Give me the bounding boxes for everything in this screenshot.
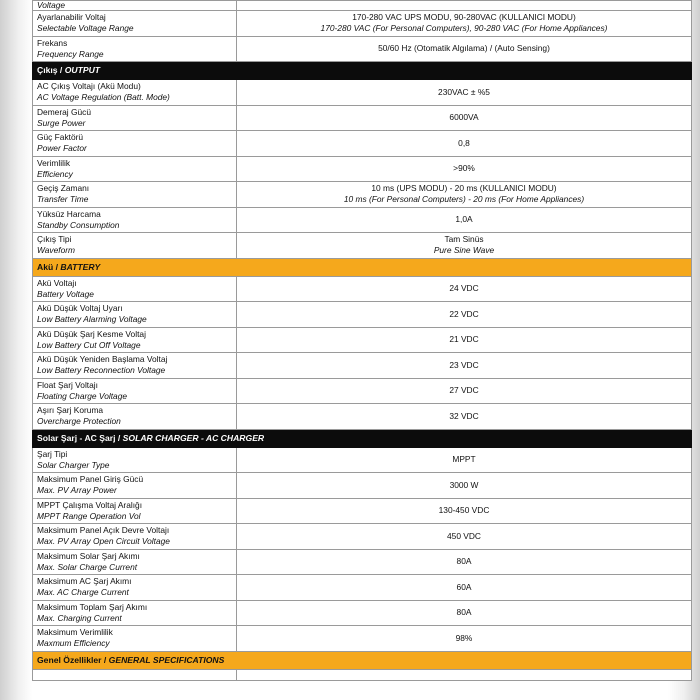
spec-value-tr: >90%: [453, 163, 475, 174]
spec-label-tr: Maksimum Verimlilik: [37, 627, 113, 638]
spec-row: [33, 575, 692, 601]
section-header: [33, 429, 692, 447]
spec-label-en: Selectable Voltage Range: [37, 23, 134, 34]
spec-value-tr: 21 VDC: [449, 334, 479, 345]
spec-value-tr: 23 VDC: [449, 359, 479, 370]
spec-label: [33, 498, 237, 524]
spec-label-en: Solar Charger Type: [37, 459, 110, 470]
spec-label-tr: Çıkış Tipi: [37, 234, 72, 245]
spec-value-tr: 230VAC ± %5: [438, 86, 490, 97]
spec-label-tr: Maksimum AC Şarj Akımı: [37, 576, 132, 587]
spec-value-en: 10 ms (For Personal Computers) - 20 ms (For Home Appliances): [343, 194, 585, 205]
spec-value: [237, 11, 692, 37]
spec-label: [33, 156, 237, 182]
spec-label-tr: Akü Düşük Voltaj Uyarı: [37, 303, 123, 314]
specifications-table: [32, 0, 692, 681]
spec-label: [33, 669, 237, 680]
spec-label-en: Max. Charging Current: [37, 612, 122, 623]
spec-row: [33, 600, 692, 626]
section-title-en: SOLAR CHARGER - AC CHARGER: [122, 432, 265, 443]
spec-row: [33, 302, 692, 328]
spec-value-tr: 10 ms (UPS MODU) - 20 ms (KULLANICI MODU): [371, 183, 557, 194]
spec-label: [33, 105, 237, 131]
spec-label: [33, 524, 237, 550]
spec-label-en: AC Voltage Regulation (Batt. Mode): [37, 92, 170, 103]
spec-value: [237, 353, 692, 379]
spec-label: [33, 302, 237, 328]
spec-label-en: Frequency Range: [37, 48, 104, 59]
spec-value: [237, 378, 692, 404]
spec-value-tr: 170-280 VAC UPS MODU, 90-280VAC (KULLANICI MODU): [352, 12, 576, 23]
section-header: [33, 258, 692, 276]
spec-label: [33, 233, 237, 259]
spec-value: [237, 669, 692, 680]
spec-label-en: Max. PV Array Open Circuit Voltage: [37, 536, 170, 547]
spec-label: [33, 447, 237, 473]
spec-label-tr: Float Şarj Voltajı: [37, 379, 98, 390]
spec-value-tr: 98%: [455, 632, 473, 643]
spec-value-en: Pure Sine Wave: [433, 245, 495, 256]
section-title: [33, 651, 692, 669]
spec-value: [237, 327, 692, 353]
spec-value: [237, 80, 692, 106]
spec-label-en: Voltage: [37, 0, 66, 10]
section-title: [33, 62, 692, 80]
spec-label: [33, 626, 237, 652]
spec-value: [237, 524, 692, 550]
spec-value-tr: 0,8: [458, 137, 470, 148]
spec-label: [33, 378, 237, 404]
spec-label-en: Efficiency: [37, 168, 73, 179]
spec-row: [33, 626, 692, 652]
section-title-en: BATTERY: [60, 261, 101, 272]
spec-label-en: Low Battery Reconnection Voltage: [37, 365, 166, 376]
spec-label-tr: Demeraj Gücü: [37, 106, 91, 117]
spec-label-en: Maxmum Efficiency: [37, 638, 110, 649]
spec-value-tr: 32 VDC: [449, 410, 479, 421]
section-title-en: GENERAL SPECIFICATIONS: [108, 654, 225, 665]
spec-label-tr: Frekans: [37, 37, 68, 48]
spec-label-en: Max. PV Array Power: [37, 485, 117, 496]
spec-label-tr: Ayarlanabilir Voltaj: [37, 12, 106, 23]
spec-row: [33, 36, 692, 62]
spec-row: [33, 131, 692, 157]
spec-label: [33, 575, 237, 601]
section-title: [33, 258, 692, 276]
spec-row: [33, 404, 692, 430]
spec-value: [237, 600, 692, 626]
spec-value-tr: 6000VA: [449, 112, 479, 123]
spec-row: [33, 182, 692, 208]
spec-label-en: Low Battery Alarming Voltage: [37, 314, 147, 325]
spec-value: [237, 549, 692, 575]
spec-row: [33, 447, 692, 473]
spec-row: [33, 80, 692, 106]
spec-label-tr: Verimlilik: [37, 157, 71, 168]
spec-value: [237, 36, 692, 62]
section-title-en: OUTPUT: [64, 65, 101, 75]
spec-label: [33, 600, 237, 626]
spec-value-tr: 80A: [456, 556, 472, 567]
spec-label: [33, 36, 237, 62]
spec-label: [33, 207, 237, 233]
spec-value-tr: 450 VDC: [447, 530, 481, 541]
section-header: [33, 62, 692, 80]
spec-label-tr: Akü Voltajı: [37, 277, 77, 288]
spec-value-en: 170-280 VAC (For Personal Computers), 90-280 VAC (For Home Appliances): [320, 23, 608, 34]
spec-row-partial: [33, 1, 692, 11]
spec-label: [33, 327, 237, 353]
spec-value-tr: 3000 W: [449, 479, 479, 490]
spec-label-tr: Maksimum Solar Şarj Akımı: [37, 550, 140, 561]
section-title-tr: Solar Şarj - AC Şarj /: [37, 432, 121, 443]
section-title-tr: Akü /: [37, 261, 59, 272]
spec-value-tr: 22 VDC: [449, 308, 479, 319]
spec-row: [33, 156, 692, 182]
spec-label-en: Transfer Time: [37, 194, 89, 205]
spec-label-tr: Maksimum Panel Açık Devre Voltajı: [37, 525, 170, 536]
spec-label-tr: Yüksüz Harcama: [37, 208, 101, 219]
spec-row: [33, 549, 692, 575]
spec-value-tr: 1,0A: [455, 214, 473, 225]
spec-value-tr: Tam Sinüs: [444, 234, 484, 245]
spec-label-en: Standby Consumption: [37, 219, 120, 230]
spec-label-tr: Aşırı Şarj Koruma: [37, 405, 104, 416]
spec-row: [33, 11, 692, 37]
spec-row: [33, 207, 692, 233]
spec-label-tr: Maksimum Toplam Şarj Akımı: [37, 601, 148, 612]
spec-label-en: Max. Solar Charge Current: [37, 561, 138, 572]
section-title-tr: Genel Özellikler /: [37, 654, 107, 665]
spec-label: [33, 80, 237, 106]
spec-label-en: Power Factor: [37, 143, 87, 154]
spec-value: [237, 404, 692, 430]
spec-value-tr: 27 VDC: [449, 385, 479, 396]
spec-value: [237, 1, 692, 11]
spec-value: [237, 302, 692, 328]
spec-value-tr: 130-450 VDC: [438, 505, 490, 516]
spec-label-en: Overcharge Protection: [37, 416, 121, 427]
spec-label: [33, 182, 237, 208]
spec-value: [237, 105, 692, 131]
spec-label: [33, 11, 237, 37]
spec-label-en: Floating Charge Voltage: [37, 390, 128, 401]
spec-row: [33, 473, 692, 499]
spec-value-tr: MPPT: [452, 454, 476, 465]
spec-value: [237, 447, 692, 473]
spec-label-tr: AC Çıkış Voltajı (Akü Modu): [37, 81, 141, 92]
spec-value-tr: 24 VDC: [449, 283, 479, 294]
spec-row: [33, 276, 692, 302]
spec-row: [33, 327, 692, 353]
spec-row: [33, 498, 692, 524]
spec-value: [237, 233, 692, 259]
spec-label-en: Low Battery Cut Off Voltage: [37, 339, 141, 350]
section-title-tr: Çıkış /: [37, 65, 63, 75]
spec-label-tr: Akü Düşük Yeniden Başlama Voltaj: [37, 354, 168, 365]
spec-label-tr: Akü Düşük Şarj Kesme Voltaj: [37, 328, 146, 339]
spec-value: [237, 131, 692, 157]
spec-label: [33, 353, 237, 379]
spec-label: [33, 276, 237, 302]
section-title: [33, 429, 692, 447]
spec-label-tr: Geçiş Zamanı: [37, 183, 90, 194]
spec-label: [33, 404, 237, 430]
spec-value-tr: 50/60 Hz (Otomatik Algılama) / (Auto Sensing): [378, 43, 550, 54]
spec-value: [237, 156, 692, 182]
spec-label-tr: MPPT Çalışma Voltaj Aralığı: [37, 499, 143, 510]
spec-row: [33, 105, 692, 131]
spec-label-tr: Güç Faktörü: [37, 132, 84, 143]
spec-label: [33, 473, 237, 499]
spec-label-en: Battery Voltage: [37, 288, 94, 299]
spec-row-partial: [33, 669, 692, 680]
spec-row: [33, 353, 692, 379]
spec-label-en: MPPT Range Operation Vol: [37, 510, 141, 521]
spec-label: [33, 549, 237, 575]
spec-value: [237, 626, 692, 652]
spec-value: [237, 498, 692, 524]
spec-label: [33, 131, 237, 157]
spec-row: [33, 378, 692, 404]
spec-label-tr: Şarj Tipi: [37, 448, 68, 459]
spec-label: [33, 1, 237, 11]
spec-label-en: Max. AC Charge Current: [37, 587, 129, 598]
spec-value: [237, 207, 692, 233]
spec-row: [33, 524, 692, 550]
section-header: [33, 651, 692, 669]
spec-label-en: Surge Power: [37, 117, 86, 128]
spec-value-tr: 60A: [456, 581, 472, 592]
spec-value: [237, 182, 692, 208]
spec-value-tr: 80A: [456, 607, 472, 618]
spec-row: [33, 233, 692, 259]
spec-label-tr: Maksimum Panel Giriş Gücü: [37, 474, 144, 485]
spec-value: [237, 575, 692, 601]
spec-label-en: Waveform: [37, 245, 76, 256]
spec-value: [237, 473, 692, 499]
spec-value: [237, 276, 692, 302]
